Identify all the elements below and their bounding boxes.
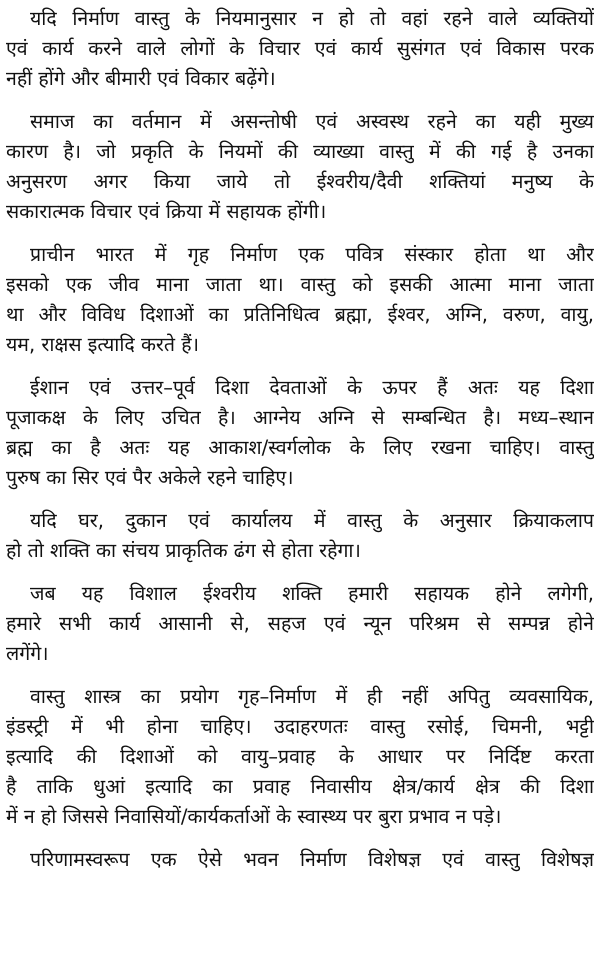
text-line: यदि निर्माण वास्तु के नियमानुसार न हो तो वहां रहने वाले व्यक्तियों [30,7,594,30]
text-line: परिणामस्वरूप एक ऐसे भवन निर्माण विशेषज्ञ एवं वास्तु विशेषज्ञ [30,848,594,871]
text-line: एवं कार्य करने वाले लोगों के विचार एवं कार्य सुसंगत एवं विकास परक [6,37,594,60]
text-line: वास्तु शास्त्र का प्रयोग गृह–निर्माण में ही नहीं अपितु व्यवसायिक, [30,685,594,708]
paragraph [6,506,594,566]
paragraph [6,845,594,875]
text-line: समाज का वर्तमान में असन्तोषी एवं अस्वस्थ रहने का यही मुख्य [30,110,594,133]
paragraph [6,373,594,493]
text-line: इत्यादि की दिशाओं को वायु–प्रवाह के आधार पर निर्दिष्ट करता [6,745,594,768]
text-line: यदि घर, दुकान एवं कार्यालय में वास्तु के अनुसार क्रियाकलाप [30,509,594,532]
text-line: इंडस्ट्री में भी होना चाहिए। उदाहरणतः वास्तु रसोई, चिमनी, भट्टी [6,715,594,738]
text-line: नहीं होंगे और बीमारी एवं विकार बढ़ेंगे। [6,67,276,90]
text-line: जब यह विशाल ईश्वरीय शक्ति हमारी सहायक होने लगेगी, [30,582,594,605]
text-line: इसको एक जीव माना जाता था। वास्तु को इसकी आत्मा माना जाता [6,273,594,296]
text-line: है ताकि धुआं इत्यादि का प्रवाह निवासीय क्षेत्र/कार्य क्षेत्र की दिशा [6,775,594,798]
text-line: कारण है। जो प्रकृति के नियमों की व्याख्या वास्तु में की गई है उनका [6,140,594,163]
text-line: हमारे सभी कार्य आसानी से, सहज एवं न्यून परिश्रम से सम्पन्न होने [6,612,594,635]
text-line: हो तो शक्ति का संचय प्राकृतिक ढंग से होता रहेगा। [6,539,361,562]
paragraph [6,240,594,360]
paragraph [6,107,594,227]
paragraph [6,682,594,832]
text-line: पुरुष का सिर एवं पैर अकेले रहने चाहिए। [6,466,294,489]
text-line: यम, राक्षस इत्यादि करते हैं। [6,333,199,356]
text-line: ब्रह्म का है अतः यह आकाश/स्वर्गलोक के लिए रखना चाहिए। वास्तु [6,436,594,459]
text-line: था और विविध दिशाओं का प्रतिनिधित्व ब्रह्मा, ईश्वर, अग्नि, वरुण, वायु, [6,303,594,326]
text-line: प्राचीन भारत में गृह निर्माण एक पवित्र संस्कार होता था और [30,243,594,266]
paragraph [6,4,594,94]
text-line: पूजाकक्ष के लिए उचित है। आग्नेय अग्नि से सम्बन्धित है। मध्य–स्थान [6,406,594,429]
text-line: अनुसरण अगर किया जाये तो ईश्वरीय/दैवी शक्तियां मनुष्य के [6,170,594,193]
text-line: सकारात्मक विचार एवं क्रिया में सहायक होंगी। [6,200,327,223]
text-line: ईशान एवं उत्तर–पूर्व दिशा देवताओं के ऊपर हैं अतः यह दिशा [30,376,594,399]
paragraph [6,579,594,669]
text-line: में न हो जिससे निवासियों/कार्यकर्ताओं के स्वास्थ्य पर बुरा प्रभाव न पड़े। [6,805,502,828]
text-line: लगेंगे। [6,642,49,665]
